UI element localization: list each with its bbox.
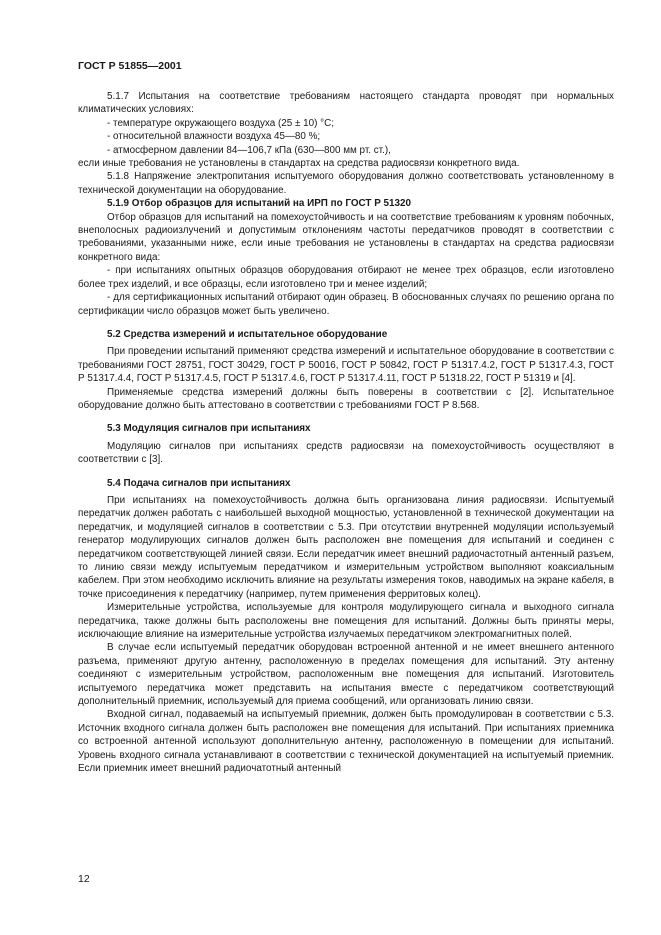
paragraph-sampling: Отбор образцов для испытаний на помехоустойчивость и на соответствие требованиям к уровням побочных, внеполосных радиоизлучений и допустимым отклонениям частоты передатчиков проводят в соответствии с требованиями, указанными ниже, если иные требования не установлены в стандартах на средства радиосвязи конкретного вида: <box>78 211 614 263</box>
paragraph-5-1-8: 5.1.8 Напряжение электропитания испытуемого оборудования должно соответствовать установленному в технической документации на оборудование. <box>78 171 614 196</box>
paragraph-input-signal: Входной сигнал, подаваемый на испытуемый приемник, должен быть промодулирован в соответствии с 5.3. Источник входного сигнала должен быть расположен вне помещения для испытаний. При испытаниях приемника со встроенной антенной используют дополнительную антенну, расположенную в помещении для испытаний. Уровень входного сигнала устанавливают в соответствии с технической документацией на испытуемый приемник. Если приемник имеет внешний радиочатотный антенный <box>78 709 614 775</box>
paragraph-verification: Применяемые средства измерений должны быть поверены в соответствии с [2]. Испытательное оборудование должно быть аттестовано в соответствии с требованиями ГОСТ Р 8.568. <box>78 386 614 411</box>
list-item-prototype-samples: - при испытаниях опытных образцов оборудования отбирают не менее трех образцов, если изготовлено более трех изделий, и все образцы, если изготовлено три и менее изделий; <box>78 265 614 290</box>
list-item-pressure: - атмосферном давлении 84—106,7 кПа (630—800 мм рт. ст.), <box>107 144 391 156</box>
paragraph-built-in-antenna: В случае если испытуемый передатчик оборудован встроенной антенной и не имеет внешнего антенного разъема, применяют другую антенну, расположенную в пределах помещения для испытаний. Эту антенну соединяют с измерительным устройством, расположенным вне помещения для испытаний. Изготовитель испытуемого передатчика может представить на испытания вместе с передатчиком соответствующий дополнительный приемник, используемый для приема сообщений, или организовать линию связи. <box>78 642 614 708</box>
page-number: 12 <box>78 873 90 885</box>
paragraph-measurement-means: При проведении испытаний применяют средства измерений и испытательное оборудование в соответствии с требованиями ГОСТ 28751, ГОСТ 30429, ГОСТ Р 50016, ГОСТ Р 50842, ГОСТ Р 51317.4.2, ГОСТ Р 51317.4.3, ГОСТ Р 51317.4.4, ГОСТ Р 51317.4.5, ГОСТ Р 51317.4.6, ГОСТ Р 51317.4.11, ГОСТ Р 51318.22, ГОСТ Р 51319 и [4]. <box>78 346 614 385</box>
paragraph-modulation: Модуляцию сигналов при испытаниях средств радиосвязи на помехоустойчивость осуществляют в соответствии с [3]. <box>78 440 614 466</box>
list-item-certification-samples: - для сертификационных испытаний отбирают один образец. В обоснованных случаях по решению органа по сертификации число образцов может быть увеличено. <box>78 292 614 317</box>
heading-5-1-9: 5.1.9 Отбор образцов для испытаний на ИРП по ГОСТ Р 51320 <box>107 198 411 210</box>
list-item-temperature: - температуре окружающего воздуха (25 ± 10) °С; <box>107 117 334 129</box>
list-item-humidity: - относительной влажности воздуха 45—80 %; <box>107 131 321 143</box>
document-body <box>78 90 614 776</box>
paragraph-condition: если иные требования не установлены в стандартах на средства радиосвязи конкретного вида. <box>78 158 520 170</box>
heading-5-4: 5.4 Подача сигналов при испытаниях <box>107 477 291 489</box>
paragraph-radio-link: При испытаниях на помехоустойчивость должна быть организована линия радиосвязи. Испытуемый передатчик должен работать с наибольшей выходной мощностью, установленной в технической документации на передатчик, и модуляцией сигналов в соответствии с 5.3. При отсутствии внутренней модуляции используемый генератор модулирующих сигналов должен быть расположен вне помещения для испытаний и соединен с передатчиком соответствующей линией связи. Если передатчик имеет внешний радиочастотный антенный разъем, то линию связи между испытуемым передатчиком и измерительным устройством выполняют коаксиальным кабелем. При этом необходимо исключить влияние на результаты измерения токов, наводимых на экране кабеля, в точке присоединения к передатчику (например, путем применения ферритовых колец). <box>78 494 614 600</box>
heading-5-3: 5.3 Модуляция сигналов при испытаниях <box>107 423 311 435</box>
heading-5-2: 5.2 Средства измерений и испытательное оборудование <box>107 328 388 340</box>
document-header: ГОСТ Р 51855—2001 <box>78 60 182 72</box>
paragraph-measuring-devices: Измерительные устройства, используемые для контроля модулирующего сигнала и выходного сигнала передатчика, также должны быть расположены вне помещения для испытаний. Должны быть приняты меры, исключающие влияние на измерительные устройства излучаемых передатчиком электромагнитных полей. <box>78 602 614 641</box>
paragraph-5-1-7: 5.1.7 Испытания на соответствие требованиям настоящего стандарта проводят при нормальных климатических условиях: <box>78 91 614 116</box>
